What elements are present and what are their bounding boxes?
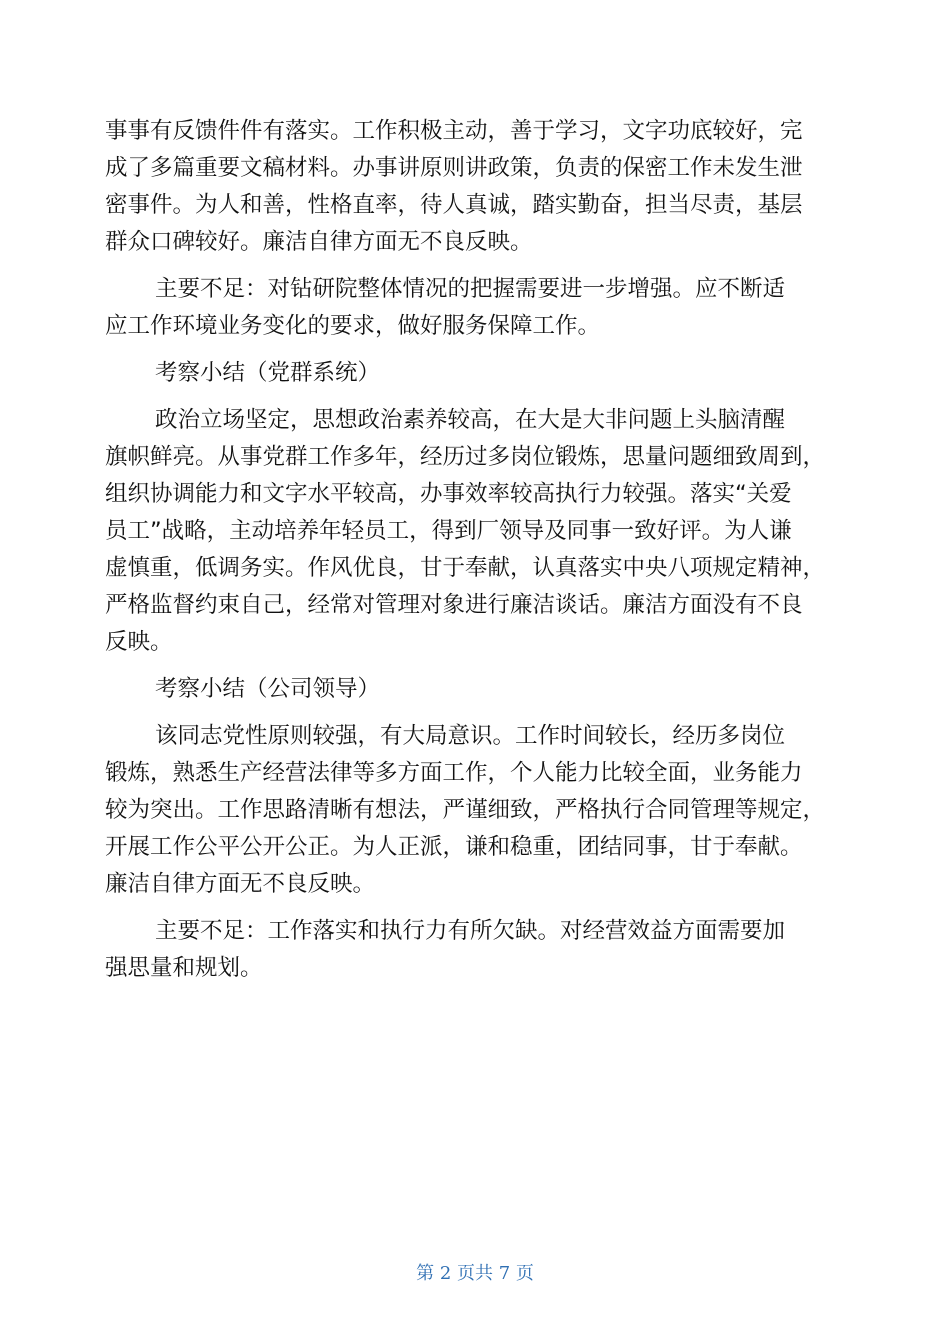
text-line: 虚慎重，低调务实。作风优良，甘于奉献，认真落实中央八项规定精神，: [105, 555, 826, 581]
text-line: 事事有反馈件件有落实。工作积极主动，善于学习，文字功底较好，完: [105, 118, 803, 144]
paragraph-gap: [105, 261, 845, 271]
text-line: 旗帜鲜亮。从事党群工作多年，经历过多岗位锻炼，思量问题细致周到，: [105, 444, 826, 470]
text-line: 成了多篇重要文稿材料。办事讲原则讲政策，负责的保密工作未发生泄: [105, 155, 803, 181]
text-line: 考察小结（党群系统）: [155, 360, 381, 386]
text-line: 主要不足：对钻研院整体情况的把握需要进一步增强。应不断适: [155, 276, 786, 302]
paragraph: [105, 355, 845, 392]
paragraph: [105, 718, 845, 903]
text-line: 政治立场坚定，思想政治素养较高，在大是大非问题上头脑清醒: [155, 407, 786, 433]
paragraph-gap: [105, 708, 845, 718]
text-line: 廉洁自律方面无不良反映。: [105, 871, 376, 897]
document-body: [105, 113, 845, 987]
paragraph: [105, 113, 845, 261]
paragraph: [105, 913, 845, 987]
text-line: 群众口碑较好。廉洁自律方面无不良反映。: [105, 229, 533, 255]
text-line: 员工”战略，主动培养年轻员工，得到厂领导及同事一致好评。为人谦: [105, 518, 792, 544]
text-line: 应工作环境业务变化的要求，做好服务保障工作。: [105, 313, 601, 339]
text-line: 锻炼，熟悉生产经营法律等多方面工作，个人能力比较全面，业务能力: [105, 760, 803, 786]
text-line: 反映。: [105, 629, 173, 655]
text-line: 开展工作公平公开公正。为人正派，谦和稳重，团结同事，甘于奉献。: [105, 834, 803, 860]
paragraph-gap: [105, 345, 845, 355]
paragraph-gap: [105, 392, 845, 402]
text-line: 该同志党性原则较强，有大局意识。工作时间较长，经历多岗位: [155, 723, 786, 749]
text-line: 密事件。为人和善，性格直率，待人真诚，踏实勤奋，担当尽责，基层: [105, 192, 803, 218]
text-line: 组织协调能力和文字水平较高，办事效率较高执行力较强。落实“关爱: [105, 481, 792, 507]
text-line: 严格监督约束自己，经常对管理对象进行廉洁谈话。廉洁方面没有不良: [105, 592, 803, 618]
paragraph-gap: [105, 661, 845, 671]
paragraph: [105, 671, 845, 708]
text-line: 较为突出。工作思路清晰有想法，严谨细致，严格执行合同管理等规定，: [105, 797, 826, 823]
text-line: 强思量和规划。: [105, 955, 263, 981]
paragraph: [105, 271, 845, 345]
text-line: 考察小结（公司领导）: [155, 676, 381, 702]
paragraph-gap: [105, 903, 845, 913]
page-number-footer: 第 2 页共 7 页: [416, 1263, 534, 1284]
text-line: 主要不足：工作落实和执行力有所欠缺。对经营效益方面需要加: [155, 918, 786, 944]
paragraph: [105, 402, 845, 661]
